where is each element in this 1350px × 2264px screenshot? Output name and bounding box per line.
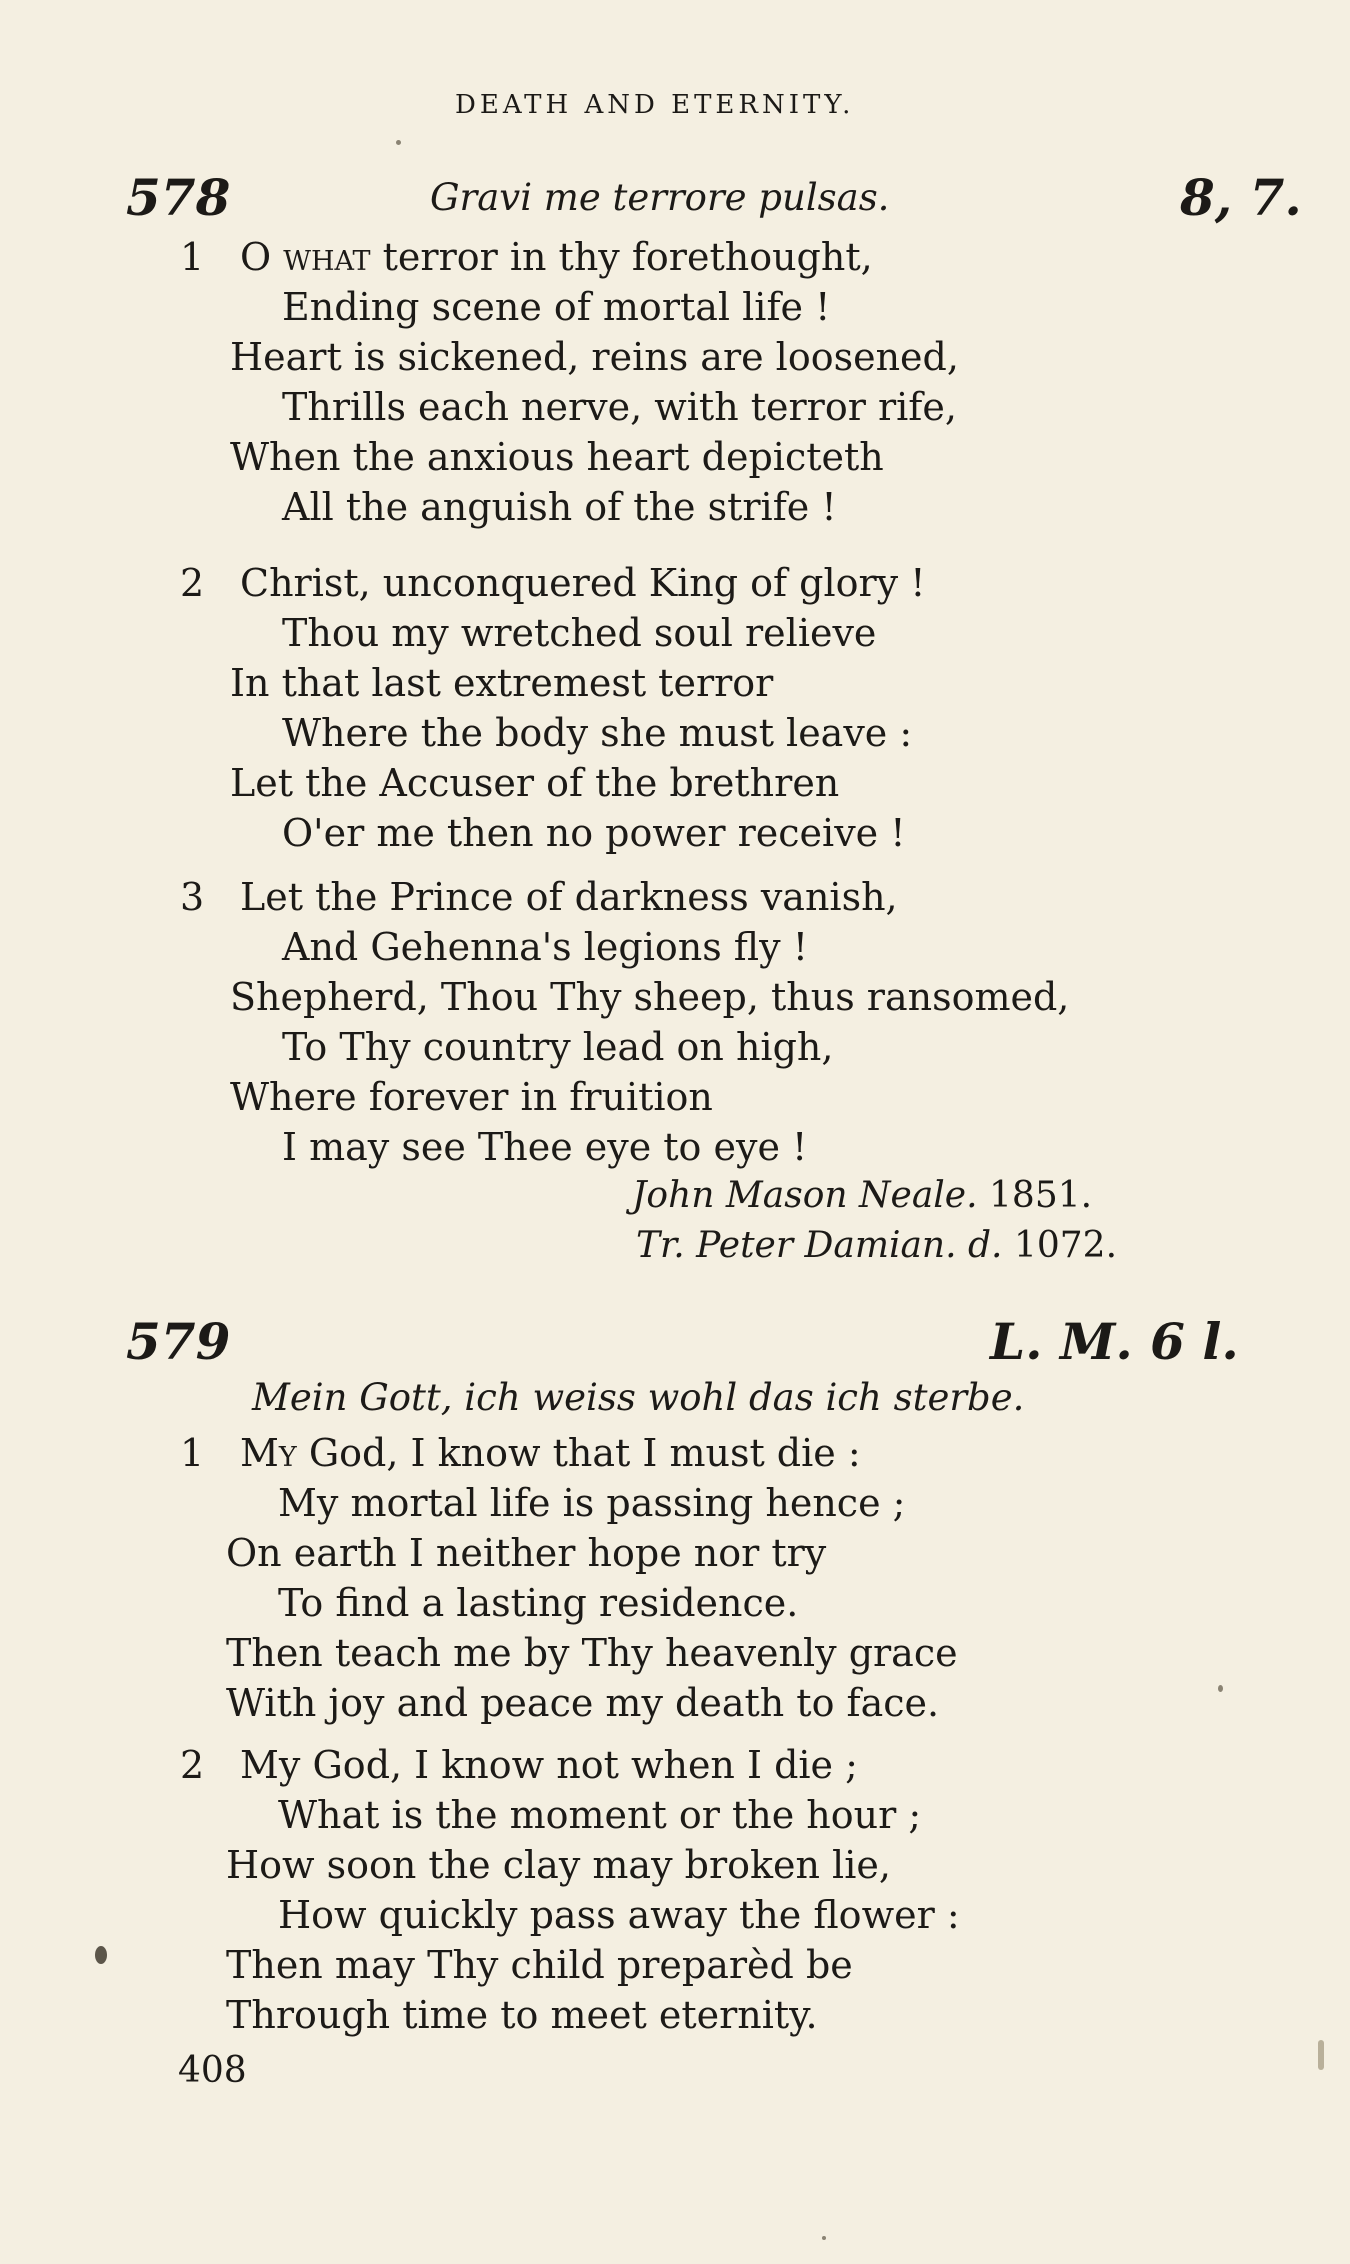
verse-line: Then teach me by Thy heavenly grace [226, 1631, 958, 1675]
verse-line: Through time to meet eternity. [226, 1993, 818, 2037]
verse-line: All the anguish of the strife ! [282, 485, 837, 529]
verse-text: God, I know that I must die : [296, 1431, 861, 1475]
verse-line: On earth I neither hope nor try [226, 1531, 827, 1575]
verse-line [180, 1740, 858, 1790]
verse-number: 2 [180, 561, 205, 605]
verse-lead: O what [240, 235, 371, 279]
verse-line: How soon the clay may broken lie, [226, 1843, 891, 1887]
verse-line: Thrills each nerve, with terror rife, [282, 385, 957, 429]
verse-line: Shepherd, Thou Thy sheep, thus ransomed, [230, 975, 1070, 1019]
verse-line: To Thy country lead on high, [282, 1025, 834, 1069]
verse-line: Then may Thy child preparèd be [226, 1943, 853, 1987]
verse-text: Let the Prince of darkness vanish, [240, 875, 898, 919]
verse-line [180, 232, 873, 282]
verse-line: Thou my wretched soul relieve [282, 611, 877, 655]
verse-lead: My [240, 1431, 297, 1475]
attribution-year: 1072. [1013, 1225, 1118, 1266]
verse-line [180, 872, 898, 922]
verse-line: To find a lasting residence. [278, 1581, 799, 1625]
attribution-line [632, 1175, 1092, 1216]
hymn-title: Gravi me terrore pulsas. [430, 176, 890, 219]
hymn-title: Mein Gott, ich weiss wohl das ich sterbe. [252, 1376, 1025, 1419]
verse-line: And Gehenna's legions fly ! [282, 925, 808, 969]
verse-text: Christ, unconquered King of glory ! [240, 561, 926, 605]
verse-number: 3 [180, 875, 205, 919]
verse-text: terror in thy forethought, [370, 235, 873, 279]
verse-text: My God, I know not when I die ; [240, 1743, 858, 1787]
verse-line: I may see Thee eye to eye ! [282, 1125, 808, 1169]
print-speck [822, 2236, 826, 2240]
print-speck [1318, 2040, 1324, 2070]
verse-line: When the anxious heart depicteth [230, 435, 884, 479]
hymn-meter: 8, 7. [1180, 168, 1302, 227]
verse-line: My mortal life is passing hence ; [278, 1481, 906, 1525]
hymn-number: 578 [126, 168, 231, 227]
hymn-meter: L. M. 6 l. [990, 1312, 1239, 1371]
hymn-number: 579 [126, 1312, 231, 1371]
verse-line: How quickly pass away the flower : [278, 1893, 960, 1937]
verse-number: 2 [180, 1743, 205, 1787]
page-number: 408 [178, 2050, 247, 2091]
verse-number: 1 [180, 235, 205, 279]
verse-line: Heart is sickened, reins are loosened, [230, 335, 959, 379]
verse-line: Ending scene of mortal life ! [282, 285, 831, 329]
attribution-line [636, 1225, 1117, 1266]
verse-line: In that last extremest terror [230, 661, 774, 705]
attribution-name: John Mason Neale. [632, 1175, 978, 1216]
verse-line: With joy and peace my death to face. [226, 1681, 940, 1725]
verse-line: O'er me then no power receive ! [282, 811, 906, 855]
verse-line: Where forever in fruition [230, 1075, 713, 1119]
running-header: DEATH AND ETERNITY. [455, 90, 855, 120]
verse-number: 1 [180, 1431, 205, 1475]
verse-line [180, 558, 926, 608]
print-speck [95, 1946, 107, 1964]
verse-line: Where the body she must leave : [282, 711, 913, 755]
verse-line [180, 1428, 861, 1478]
verse-line: What is the moment or the hour ; [278, 1793, 922, 1837]
print-speck [1218, 1685, 1223, 1692]
print-speck [396, 140, 401, 145]
verse-line: Let the Accuser of the brethren [230, 761, 840, 805]
attribution-year: 1851. [989, 1175, 1093, 1216]
attribution-name: Tr. Peter Damian. d. [636, 1225, 1003, 1266]
